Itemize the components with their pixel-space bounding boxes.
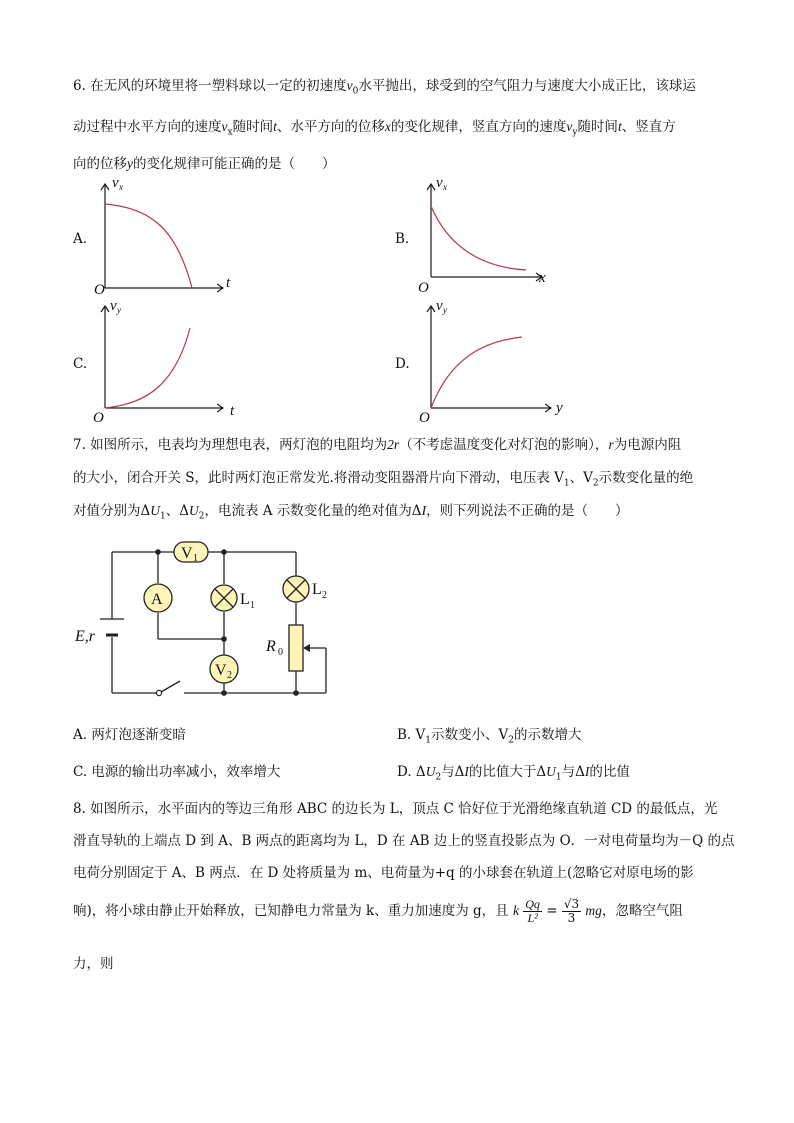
graph-a-ysub: x (119, 182, 123, 192)
switch-lever (161, 681, 180, 692)
graph-b-curve (431, 206, 526, 270)
svg-text:0: 0 (278, 647, 283, 658)
q8-line-5: 力，则 (73, 956, 114, 972)
switch-pivot (156, 690, 161, 695)
battery-label: E,r (75, 628, 95, 645)
lamp-l2-label: L (312, 581, 322, 598)
graph-a-origin: O (94, 282, 105, 298)
graph-d-ysub: y (443, 305, 447, 315)
q8-line-2: 滑直导轨的上端点 D 到 A、B 两点的距离均为 L，D 在 AB 边上的竖直投影点为 O．一对电荷量均为－Q 的点 (73, 833, 735, 849)
circuit-diagram (70, 535, 340, 705)
svg-text:2: 2 (322, 590, 327, 601)
q7-option-d[interactable]: D. $\Delta U_2$与ΔI的比值大于$\Delta U_1$与ΔI的比值 (397, 764, 630, 783)
graph-d-curve (431, 337, 522, 408)
option-b-label[interactable]: B. (395, 231, 410, 247)
q7-line-2: 的大小，闭合开关 S，此时两灯泡正常发光.将滑动变阻器滑片向下滑动，电压表 $V_1$、$V_2$示数变化量的绝 (73, 470, 694, 489)
q7-line-1: 7. 如图所示，电表均为理想电表，两灯泡的电阻均为2r（不考虑温度变化对灯泡的影响），r为电源内阻 (73, 437, 682, 453)
graph-c-ylabel: v (110, 298, 117, 314)
rheostat-r0-label: R (266, 638, 276, 655)
graph-b (416, 172, 576, 297)
graph-a-ylabel: v (112, 175, 119, 191)
voltmeter-v2-label: V (215, 662, 227, 679)
ammeter-label: A (151, 591, 163, 608)
graph-d-xlabel: y (556, 400, 563, 416)
svg-text:1: 1 (250, 600, 255, 611)
q7-option-b[interactable]: B. $V_1$示数变小、$V_2$的示数增大 (397, 727, 582, 746)
svg-text:1: 1 (193, 553, 198, 564)
voltmeter-v1-label: V (181, 545, 193, 562)
q6-line-1: 6. 在无风的环境里将一塑料球以一定的初速度$v_0$水平抛出，球受到的空气阻力与速度大小成正比，该球运 (73, 78, 696, 97)
graph-b-xlabel: x (539, 270, 546, 286)
graph-c-ysub: y (117, 305, 121, 315)
graph-c-xlabel: t (230, 403, 235, 419)
graph-a-curve (105, 204, 192, 288)
option-a-label[interactable]: A. (73, 231, 88, 247)
svg-text:2: 2 (227, 670, 232, 681)
fraction-sqrt3-over-3: $\frac{√3}{3}$ (563, 897, 580, 925)
graph-a-xlabel: t (226, 275, 231, 291)
fraction-qq-over-l2: $\frac{Qq}{\text{L²}}$ (525, 897, 540, 925)
graph-d-origin: O (419, 410, 430, 426)
graph-b-ylabel: v (436, 175, 443, 191)
graph-b-ysub: x (443, 182, 447, 192)
graph-a (90, 172, 250, 297)
graph-d-ylabel: v (436, 298, 443, 314)
graph-c-curve (105, 328, 190, 408)
slider-arrow (303, 644, 310, 652)
graph-d (416, 296, 576, 424)
q7-option-a[interactable]: A. 两灯泡逐渐变暗 (73, 727, 186, 743)
q7-line-3: 对值分别为$\Delta U_1$、$\Delta U_2$，电流表 A 示数变化量的绝对值为ΔI，则下列说法不正确的是（ ） (73, 503, 629, 522)
q8-line-1: 8. 如图所示，水平面内的等边三角形 ABC 的边长为 L，顶点 C 恰好位于光滑绝缘直轨道 CD 的最低点，光 (73, 801, 718, 817)
graph-b-origin: O (418, 280, 429, 296)
rheostat-r0 (289, 625, 303, 671)
option-d-label[interactable]: D. (395, 356, 410, 372)
graph-c (90, 296, 250, 424)
q6-line-3: 向的位移y的变化规律可能正确的是（ ） (73, 156, 336, 172)
q7-option-c[interactable]: C. 电源的输出功率减小，效率增大 (73, 764, 281, 780)
q8-line-3: 电荷分别固定于 A、B 两点．在 D 处将质量为 m、电荷量为+q 的小球套在轨道上(忽略它对原电场的影 (73, 865, 694, 881)
option-c-label[interactable]: C. (73, 356, 88, 372)
q8-line-4: 响)，将小球由静止开始释放，已知静电力常量为 k、重力加速度为 g，且 k $\frac{Qq}{\text{L²}}$ = $\frac{√3}{3}$ mg，忽略空气阻 (73, 897, 683, 925)
q6-line-2: 动过程中水平方向的速度$v_x$随时间t、水平方向的位移x的变化规律，竖直方向的速度$v_y$随时间t、竖直方 (73, 119, 676, 138)
graph-c-origin: O (93, 410, 104, 426)
lamp-l1-label: L (240, 591, 250, 608)
